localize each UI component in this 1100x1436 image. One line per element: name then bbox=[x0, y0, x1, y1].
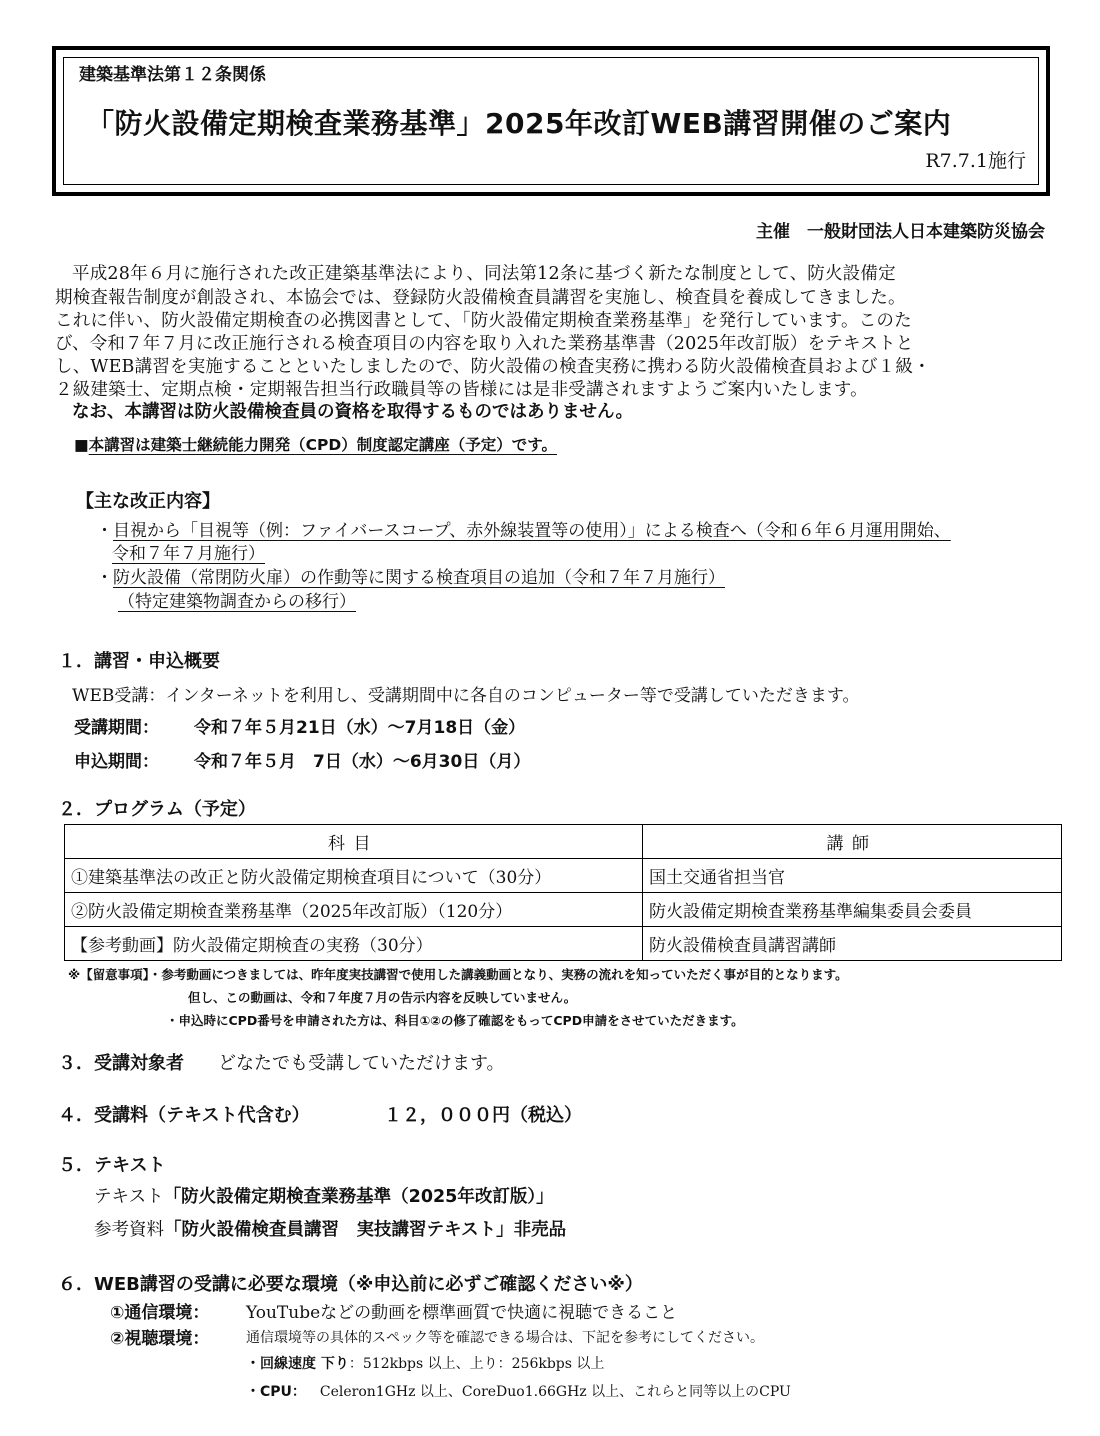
apply-period-label: 申込期間： bbox=[74, 752, 159, 772]
revision-item bbox=[96, 563, 725, 588]
textbook-line bbox=[94, 1183, 554, 1208]
page-title: 「防火設備定期検査業務基準」2025年改訂WEB講習開催のご案内 bbox=[86, 107, 952, 140]
reference-label: 参考資料 bbox=[94, 1220, 164, 1240]
revision-item-text: 防火設備（常閉防火扉）の作動等に関する検査項目の追加（令和７年７月施行） bbox=[113, 568, 725, 588]
bullet-icon: ・ bbox=[96, 568, 113, 588]
square-bullet-icon: ■ bbox=[74, 436, 89, 454]
reference-title: 「防火設備検査員講習 実技講習テキスト」非売品 bbox=[164, 1220, 567, 1240]
revision-item-continuation: 令和７年７月施行） bbox=[112, 544, 265, 564]
cpd-application-note: ・申込時にCPD番号を申請された方は、科目①②の修了確認をもってCPD申請をさせていただきます。 bbox=[166, 1013, 744, 1028]
view-env-text: 通信環境等の具体的スペック等を確認できる場合は、下記を参考にしてください。 bbox=[246, 1330, 764, 1346]
lecturer-cell: 防火設備定期検査業務基準編集委員会委員 bbox=[643, 893, 1062, 927]
revision-item-continuation: （特定建築物調査からの移行） bbox=[118, 592, 356, 612]
cpu-label: ・CPU： bbox=[246, 1384, 306, 1400]
section-6-heading: ６．WEB講習の受講に必要な環境（※申込前に必ずご確認ください※） bbox=[58, 1274, 643, 1295]
course-period-label: 受講期間： bbox=[74, 718, 159, 738]
reference-line bbox=[94, 1216, 566, 1241]
revision-item-text: 目視から「目視等（例：ファイバースコープ、赤外線装置等の使用）」による検査へ（令和６年６月運用開始、 bbox=[113, 521, 951, 541]
apply-period: 令和７年５月 7日（水）～6月30日（月） bbox=[194, 752, 531, 772]
section-2-heading: ２．プログラム（予定） bbox=[58, 799, 256, 820]
textbook-title: 「防火設備定期検査業務基準（2025年改訂版）」 bbox=[163, 1187, 554, 1207]
web-course-text: ：インターネットを利用し、受講期間中に各自のコンピューター等で受講していただきます。 bbox=[148, 686, 860, 706]
eligibility-text: どなたでも受講していただけます。 bbox=[218, 1053, 505, 1074]
line-speed-text: ：512kbps 以上、上り：256kbps 以上 bbox=[348, 1356, 605, 1372]
section-4-heading: ４．受講料（テキスト代含む） bbox=[58, 1105, 310, 1126]
course-period: 令和７年５月21日（水）～7月18日（金） bbox=[194, 718, 526, 738]
caution-note-continuation: 但し、この動画は、令和７年度７月の告示内容を反映していません。 bbox=[188, 990, 577, 1005]
program-table bbox=[64, 824, 1062, 961]
lecturer-cell: 防火設備検査員講習講師 bbox=[643, 927, 1062, 961]
comm-env-text: YouTubeなどの動画を標準画質で快適に視聴できること bbox=[246, 1303, 678, 1323]
intro-line-2: 期検査報告制度が創設され、本協会では、登録防火設備検査員講習を実施し、検査員を養成してきました。 bbox=[55, 288, 906, 308]
caution-note: ※【留意事項】・参考動画につきましては、昨年度実技講習で使用した講義動画となり、実務の流れを知っていただく事が目的となります。 bbox=[68, 967, 848, 982]
line-speed-spec bbox=[246, 1353, 604, 1373]
section-1-heading: １．講習・申込概要 bbox=[58, 651, 220, 672]
comm-env-label: ①通信環境： bbox=[110, 1303, 210, 1323]
law-reference: 建築基準法第１２条関係 bbox=[79, 65, 266, 85]
section-5-heading: ５．テキスト bbox=[58, 1155, 166, 1176]
subject-cell: 【参考動画】防火設備定期検査の実務（30分） bbox=[65, 927, 643, 961]
intro-line-1: 平成28年６月に施行された改正建築基準法により、同法第12条に基づく新たな制度として、防火設備定 bbox=[72, 264, 896, 284]
web-course-line bbox=[72, 681, 860, 706]
subject-cell: ①建築基準法の改正と防火設備定期検査項目について（30分） bbox=[65, 859, 643, 893]
organizer: 主催 一般財団法人日本建築防災協会 bbox=[756, 222, 1045, 242]
qualification-notice: なお、本講習は防火設備検査員の資格を取得するものではありません。 bbox=[72, 402, 634, 422]
revision-item bbox=[96, 516, 951, 541]
textbook-label: テキスト bbox=[94, 1187, 164, 1207]
revisions-heading: 【主な改正内容】 bbox=[76, 491, 220, 512]
subject-cell: ②防火設備定期検査業務基準（2025年改訂版）（120分） bbox=[65, 893, 643, 927]
table-row bbox=[65, 893, 1062, 927]
cpu-text: Celeron1GHz 以上、CoreDuo1.66GHz 以上、これらと同等以上のCPU bbox=[319, 1384, 791, 1400]
intro-line-5: し、WEB講習を実施することといたしましたので、防火設備の検査実務に携わる防火設備検査員および１級・ bbox=[55, 357, 931, 377]
intro-line-6: ２級建築士、定期点検・定期報告担当行政職員等の皆様には是非受講されますようご案内いたします。 bbox=[55, 380, 868, 400]
table-header-row bbox=[65, 825, 1062, 859]
intro-line-4: び、令和７年７月に改正施行される検査項目の内容を取り入れた業務基準書（2025年改訂版）をテキストと bbox=[55, 334, 914, 354]
table-row bbox=[65, 859, 1062, 893]
title-box bbox=[52, 46, 1050, 196]
cpu-spec bbox=[246, 1381, 791, 1401]
cpd-notice-text: 本講習は建築士継続能力開発（CPD）制度認定講座（予定）です。 bbox=[88, 436, 558, 454]
column-header-subject: 科目 bbox=[65, 825, 643, 859]
view-env-label: ②視聴環境： bbox=[110, 1329, 210, 1349]
table-row bbox=[65, 927, 1062, 961]
column-header-lecturer: 講師 bbox=[643, 825, 1062, 859]
fee-amount: １２，０００円（税込） bbox=[384, 1105, 582, 1126]
lecturer-cell: 国土交通省担当官 bbox=[643, 859, 1062, 893]
cpd-notice bbox=[74, 433, 557, 455]
section-3-heading: ３．受講対象者 bbox=[58, 1053, 184, 1074]
bullet-icon: ・ bbox=[96, 521, 113, 541]
effective-date: R7.7.1施行 bbox=[925, 150, 1026, 172]
intro-line-3: これに伴い、防火設備定期検査の必携図書として、「防火設備定期検査業務基準」を発行しています。このた bbox=[55, 311, 912, 331]
web-course-label: WEB受講 bbox=[72, 686, 149, 706]
line-speed-label: ・回線速度 下り bbox=[246, 1356, 349, 1372]
